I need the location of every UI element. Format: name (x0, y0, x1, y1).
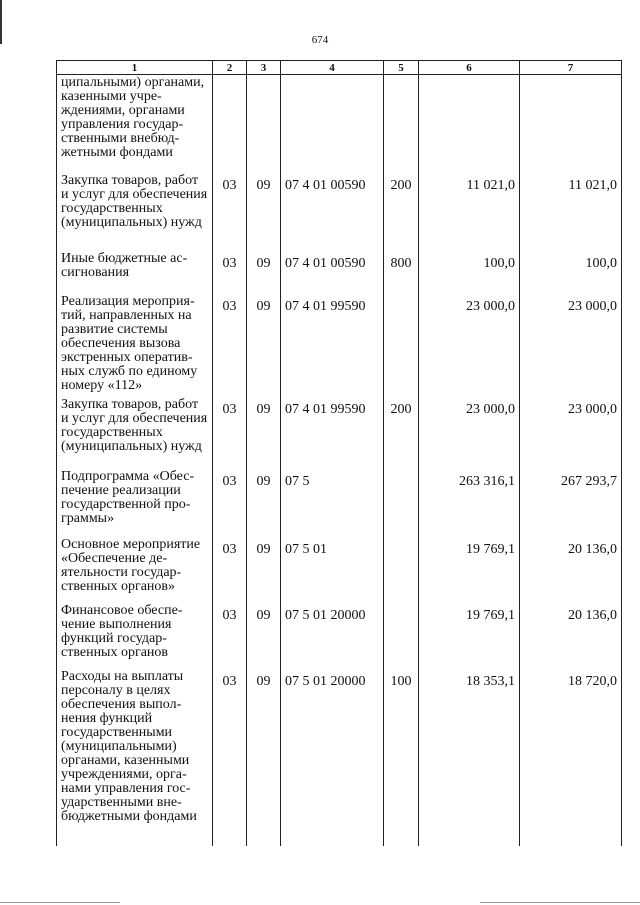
col-header-4: 4 (281, 61, 384, 75)
table-row (57, 173, 622, 251)
table-row (57, 251, 622, 294)
row-amount-2: 23 000,0 (520, 294, 622, 397)
row-expense-type: 100 (384, 669, 419, 847)
col-header-1: 1 (57, 61, 213, 75)
row-section: 03 (213, 173, 247, 251)
row-subsection: 09 (247, 173, 281, 251)
row-section: 03 (213, 669, 247, 847)
row-expense-type (384, 603, 419, 669)
row-section: 03 (213, 251, 247, 294)
row-name: Реализация мероприятий, направленных на развитие системы обеспечения вызова экстренных оперативных служб по единому номеру «112» (57, 294, 213, 397)
row-section: 03 (213, 397, 247, 469)
row-amount-1: 19 769,1 (419, 603, 520, 669)
row-name: Финансовое обеспечение выполнения функций государственных органов (57, 603, 213, 669)
col-header-7: 7 (520, 61, 622, 75)
page-number: 674 (311, 34, 329, 46)
scan-artifact-line (480, 902, 640, 903)
row-subsection (247, 75, 281, 173)
scan-artifact-line (0, 902, 120, 903)
row-section: 03 (213, 469, 247, 537)
row-target-code: 07 4 01 00590 (281, 173, 384, 251)
col-header-3: 3 (247, 61, 281, 75)
col-header-5: 5 (384, 61, 419, 75)
row-name: ципальными) органами, казенными учреждениями, органами управления государственными внебюджетными фондами (57, 75, 213, 173)
row-target-code: 07 4 01 00590 (281, 251, 384, 294)
row-section: 03 (213, 537, 247, 603)
row-amount-2: 18 720,0 (520, 669, 622, 847)
row-amount-2: 20 136,0 (520, 537, 622, 603)
row-amount-1 (419, 75, 520, 173)
row-target-code: 07 4 01 99590 (281, 397, 384, 469)
table-row (57, 75, 622, 173)
table-row (57, 294, 622, 397)
row-target-code: 07 5 01 (281, 537, 384, 603)
row-subsection: 09 (247, 469, 281, 537)
row-amount-1: 100,0 (419, 251, 520, 294)
row-subsection: 09 (247, 537, 281, 603)
table-row (57, 397, 622, 469)
row-section: 03 (213, 294, 247, 397)
row-subsection: 09 (247, 294, 281, 397)
col-header-6: 6 (419, 61, 520, 75)
row-subsection: 09 (247, 397, 281, 469)
row-amount-2: 20 136,0 (520, 603, 622, 669)
row-amount-2: 100,0 (520, 251, 622, 294)
row-target-code (281, 75, 384, 173)
table-row (57, 669, 622, 847)
col-header-2: 2 (213, 61, 247, 75)
row-amount-1: 19 769,1 (419, 537, 520, 603)
row-amount-2: 267 293,7 (520, 469, 622, 537)
row-name: Иные бюджетные ассигнования (57, 251, 213, 294)
budget-table (56, 60, 622, 846)
row-amount-2: 23 000,0 (520, 397, 622, 469)
table-row (57, 537, 622, 603)
row-name: Подпрограмма «Обеспечение реализации государственной программы» (57, 469, 213, 537)
row-subsection: 09 (247, 669, 281, 847)
row-amount-1: 263 316,1 (419, 469, 520, 537)
row-name: Основное мероприятие «Обеспечение деятельности государственных органов» (57, 537, 213, 603)
row-name: Закупка товаров, работ и услуг для обеспечения государственных (муниципальных) нужд (57, 397, 213, 469)
table-row (57, 469, 622, 537)
row-expense-type (384, 75, 419, 173)
row-expense-type (384, 537, 419, 603)
row-amount-1: 11 021,0 (419, 173, 520, 251)
header-row (57, 61, 622, 75)
row-target-code: 07 5 01 20000 (281, 603, 384, 669)
row-expense-type: 200 (384, 173, 419, 251)
row-name: Закупка товаров, работ и услуг для обеспечения государственных (муниципальных) нужд (57, 173, 213, 251)
row-section (213, 75, 247, 173)
row-subsection: 09 (247, 251, 281, 294)
row-amount-1: 18 353,1 (419, 669, 520, 847)
row-target-code: 07 5 01 20000 (281, 669, 384, 847)
table-row (57, 603, 622, 669)
row-target-code: 07 4 01 99590 (281, 294, 384, 397)
row-amount-2 (520, 75, 622, 173)
row-name: Расходы на выплаты персоналу в целях обеспечения выполнения функций государственными (муниципальными) органами, казенными учреждениями, органами управления государственными внебюджетными фондами (57, 669, 213, 847)
row-expense-type (384, 469, 419, 537)
row-expense-type: 800 (384, 251, 419, 294)
row-amount-1: 23 000,0 (419, 397, 520, 469)
row-subsection: 09 (247, 603, 281, 669)
row-target-code: 07 5 (281, 469, 384, 537)
row-expense-type (384, 294, 419, 397)
row-amount-2: 11 021,0 (520, 173, 622, 251)
row-expense-type: 200 (384, 397, 419, 469)
row-amount-1: 23 000,0 (419, 294, 520, 397)
row-section: 03 (213, 603, 247, 669)
